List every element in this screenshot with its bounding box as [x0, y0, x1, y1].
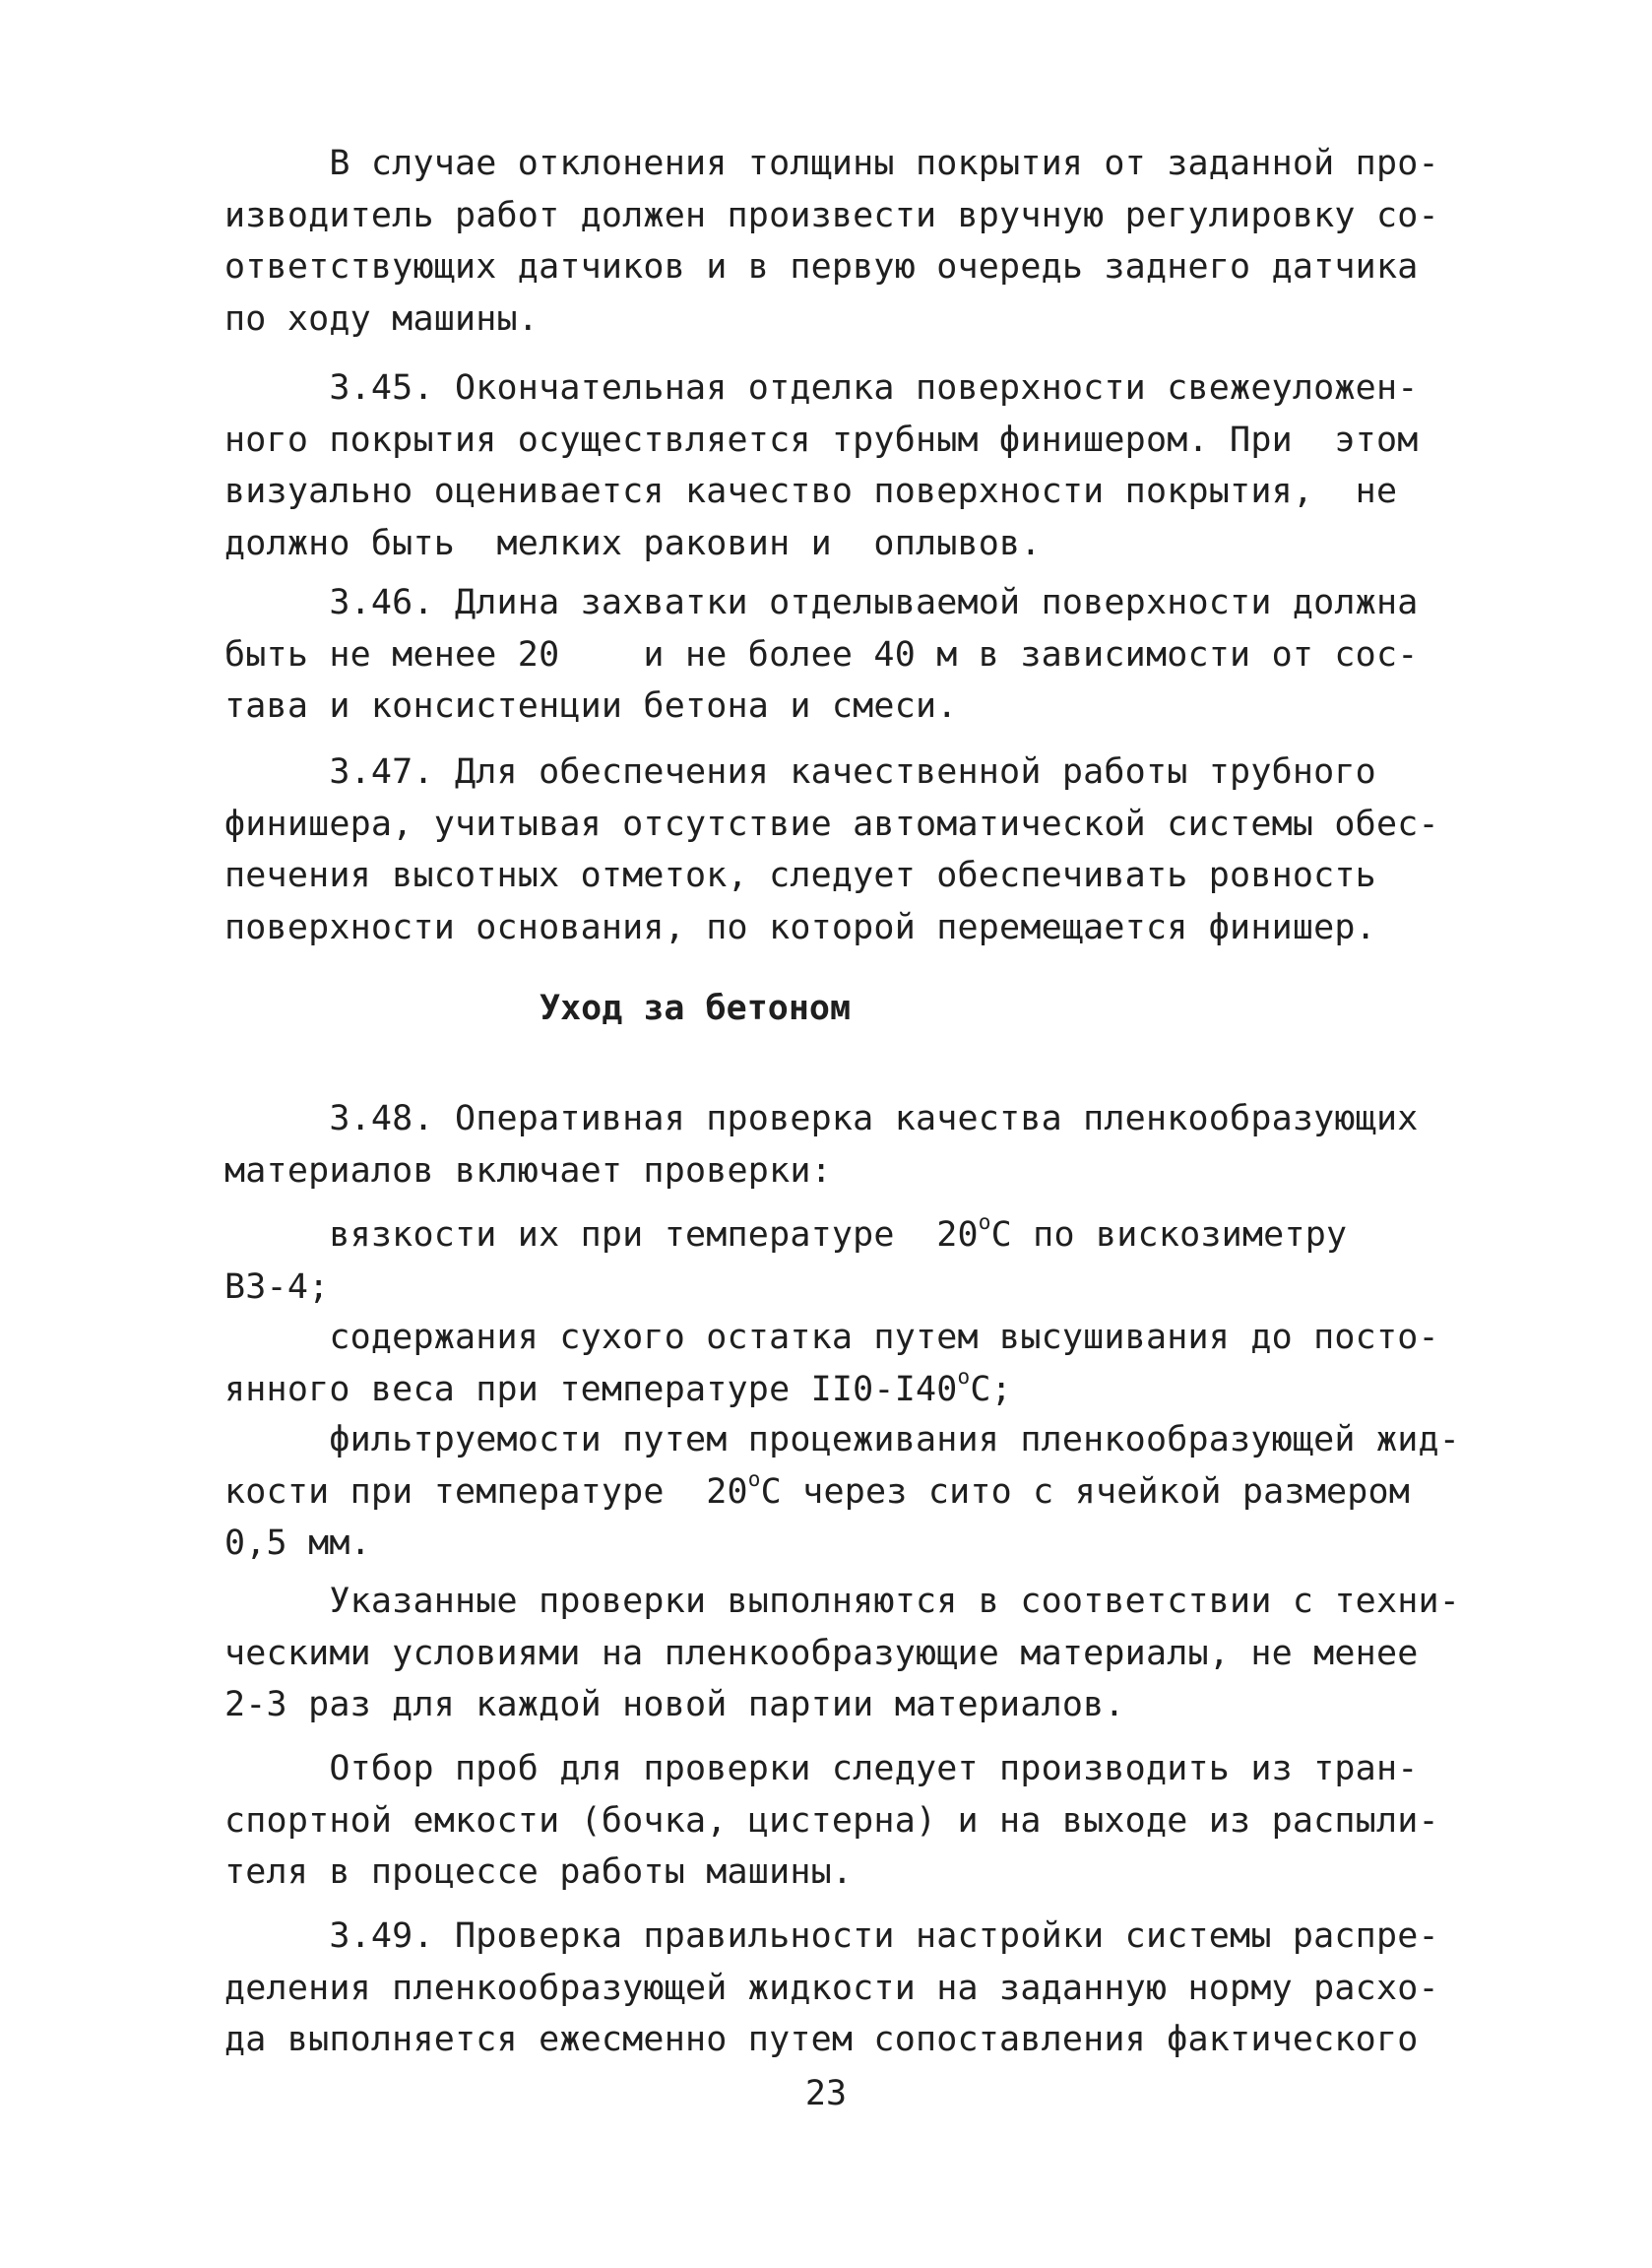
text-line: содержания сухого остатка путем высушивания до посто-: [224, 1318, 1439, 1357]
text-line: [224, 1209, 1455, 1262]
text-line: фильтруемости путем процеживания пленкообразующей жид-: [224, 1420, 1461, 1459]
degree-superscript: о: [978, 1210, 991, 1235]
list-item-filterability: [224, 1414, 1461, 1570]
text-line: ного покрытия осуществляется трубным финишером. При этом: [224, 420, 1419, 460]
text-line: да выполняется ежесменно путем сопоставления фактического: [224, 2020, 1419, 2059]
text-line: поверхности основания, по которой перемещается финишер.: [224, 907, 1376, 947]
text-line: 0,5 мм.: [224, 1523, 371, 1563]
text-line: спортной емкости (бочка, цистерна) и на выходе из распыли-: [224, 1800, 1439, 1841]
text-line: Отбор проб для проверки следует производить из тран-: [224, 1749, 1419, 1788]
paragraph-3-47: [224, 746, 1455, 953]
text-line: Указанные проверки выполняются в соответствии с техни-: [224, 1582, 1461, 1621]
text-line: печения высотных отметок, следует обеспечивать ровность: [224, 856, 1376, 895]
paragraph-sampling: [224, 1743, 1455, 1899]
text-line: ответствующих датчиков и в первую очередь заднего датчика: [224, 247, 1419, 287]
paragraph-3-45: [224, 362, 1455, 569]
text-fragment: С;: [970, 1369, 1012, 1409]
text-line: 2-3 раз для каждой новой партии материалов.: [224, 1685, 1125, 1724]
text-line: по ходу машины.: [224, 298, 540, 339]
paragraph-3-46: [224, 577, 1455, 733]
text-line: деления пленкообразующей жидкости на заданную норму расхо-: [224, 1968, 1439, 2008]
text-fragment: кости при температуре 20: [224, 1471, 748, 1512]
text-line: финишера, учитывая отсутствие автоматической системы обес-: [224, 804, 1439, 844]
text-line: 3.47. Для обеспечения качественной работы трубного: [224, 752, 1376, 792]
page-number: 23: [804, 2074, 848, 2113]
text-line: должно быть мелких раковин и оплывов.: [224, 523, 1042, 563]
text-line: [224, 1466, 1455, 1519]
list-item-dry-residue: [224, 1312, 1455, 1415]
text-line: [224, 1364, 1455, 1416]
text-line: ческими условиями на пленкообразующие материалы, не менее: [224, 1633, 1419, 1673]
text-line: 3.45. Окончательная отделка поверхности свежеуложен-: [224, 368, 1419, 408]
text-line: теля в процессе работы машины.: [224, 1852, 854, 1892]
text-fragment: С по вискозиметру: [990, 1215, 1348, 1255]
text-fragment: С через сито с ячейкой размером: [760, 1471, 1411, 1512]
text-line: быть не менее 20 и не более 40 м в зависимости от сос-: [224, 634, 1419, 675]
text-line: 3.49. Проверка правильности настройки системы распре-: [224, 1916, 1439, 1956]
text-line: материалов включает проверки:: [224, 1150, 832, 1191]
text-line: изводитель работ должен произвести вручную регулировку со-: [224, 195, 1439, 235]
paragraph-checks: [224, 1576, 1461, 1731]
text-fragment: янного веса при температуре II0-I40: [224, 1369, 958, 1409]
text-fragment: вязкости их при температуре 20: [224, 1215, 979, 1255]
paragraph-3-49: [224, 1911, 1455, 2066]
degree-superscript: о: [747, 1466, 761, 1491]
list-item-viscosity: [224, 1209, 1455, 1313]
text-line: тава и консистенции бетона и смеси.: [224, 686, 958, 726]
paragraph: [224, 138, 1455, 345]
text-line: В случае отклонения толщины покрытия от заданной про-: [224, 144, 1439, 183]
text-line: 3.46. Длина захватки отделываемой поверхности должна: [224, 583, 1419, 622]
section-heading: Уход за бетоном: [540, 989, 852, 1028]
text-line: визуально оценивается качество поверхности покрытия, не: [224, 472, 1398, 511]
text-line: 3.48. Оперативная проверка качества пленкообразующих: [224, 1099, 1419, 1138]
paragraph-3-48: [224, 1093, 1455, 1197]
degree-superscript: о: [957, 1364, 971, 1389]
text-line: ВЗ-4;: [224, 1266, 330, 1307]
